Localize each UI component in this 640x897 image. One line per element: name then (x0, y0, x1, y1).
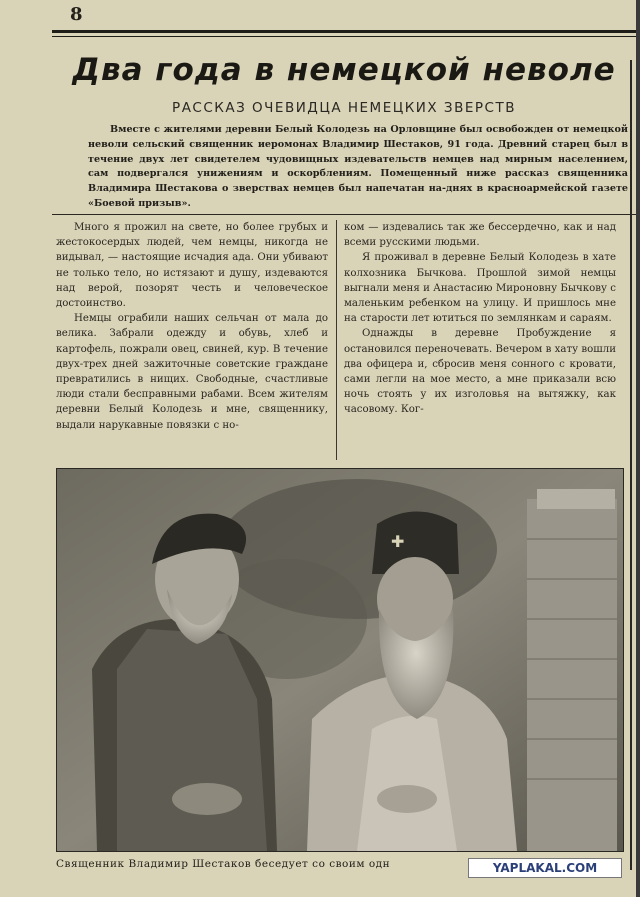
page-edge-rule (630, 60, 632, 870)
article-headline: Два года в немецкой неволе (72, 52, 616, 88)
article-subheadline: РАССКАЗ ОЧЕВИДЦА НЕМЕЦКИХ ЗВЕРСТВ (172, 100, 516, 116)
right-column (344, 220, 616, 418)
left-column (56, 220, 328, 433)
paragraph: ком — издевались так же бессердечно, как и над всеми русскими людьми. (344, 222, 616, 249)
svg-text:✚: ✚ (391, 532, 405, 551)
article-lead: Вместе с жителями деревни Белый Колодезь на Орловщине был освобожден от немецкой неволи сельский священник иеромонах Владимир Шестаков, 91 года. Древний старец был в течение двух лет свидетелем чудовищных издевательств немцев над мирным населением, сам подвергался унижениям и оскорблениям. Помещенный ниже рассказ священника Владимира Шестакова о зверствах немцев был напечатан на-днях в красноармейской газете «Боевой призыв». (88, 124, 628, 209)
photo-caption: Священник Владимир Шестаков беседует со своим одн (56, 858, 391, 870)
paragraph: Я проживал в деревне Белый Колодезь в хате колхозника Бычкова. Прошлой зимой немцы выгнали меня и Анастасию Мироновну Бычкову с маленьким ребенком на улицу. И пришлось мне на старости лет ютиться по землянкам и сараям. (344, 252, 616, 325)
lead-divider (52, 214, 636, 215)
paragraph: Немцы ограбили наших сельчан от мала до велика. Забрали одежду и обувь, хлеб и картофель, пожрали овец, свиней, кур. В течение двух-трех дней зажиточные советские граждане превратились в нищих. Свободные, счастливые люди стали бесправными рабами. Всем жителям деревни Белый Колодезь и мне, священнику, выдали нарукавные повязки с но- (56, 313, 328, 431)
site-watermark: YAPLAKAL.COM (468, 858, 622, 878)
page-number: 8 (70, 4, 83, 25)
paragraph: Однажды в деревне Пробуждение я остановился переночевать. Вечером в хату вошли два офицера и, сбросив меня сонного с кровати, сами легли на мое место, а мне приказали всю ночь стоять у их изголовья на вытяжку, как часовому. Ког- (344, 328, 616, 416)
paragraph: Много я прожил на свете, но более грубых и жестокосердых людей, чем немцы, никогда не видывал, — настоящие исчадия ада. Они убивают не только тело, но истязают и душу, издеваются над верой, позорят честь и человеческое достоинство. (56, 222, 328, 310)
column-divider (336, 220, 337, 460)
article-photo (56, 468, 624, 852)
photo-two-men (57, 469, 623, 851)
header-rule-thin (52, 36, 636, 37)
header-rule (52, 30, 636, 33)
